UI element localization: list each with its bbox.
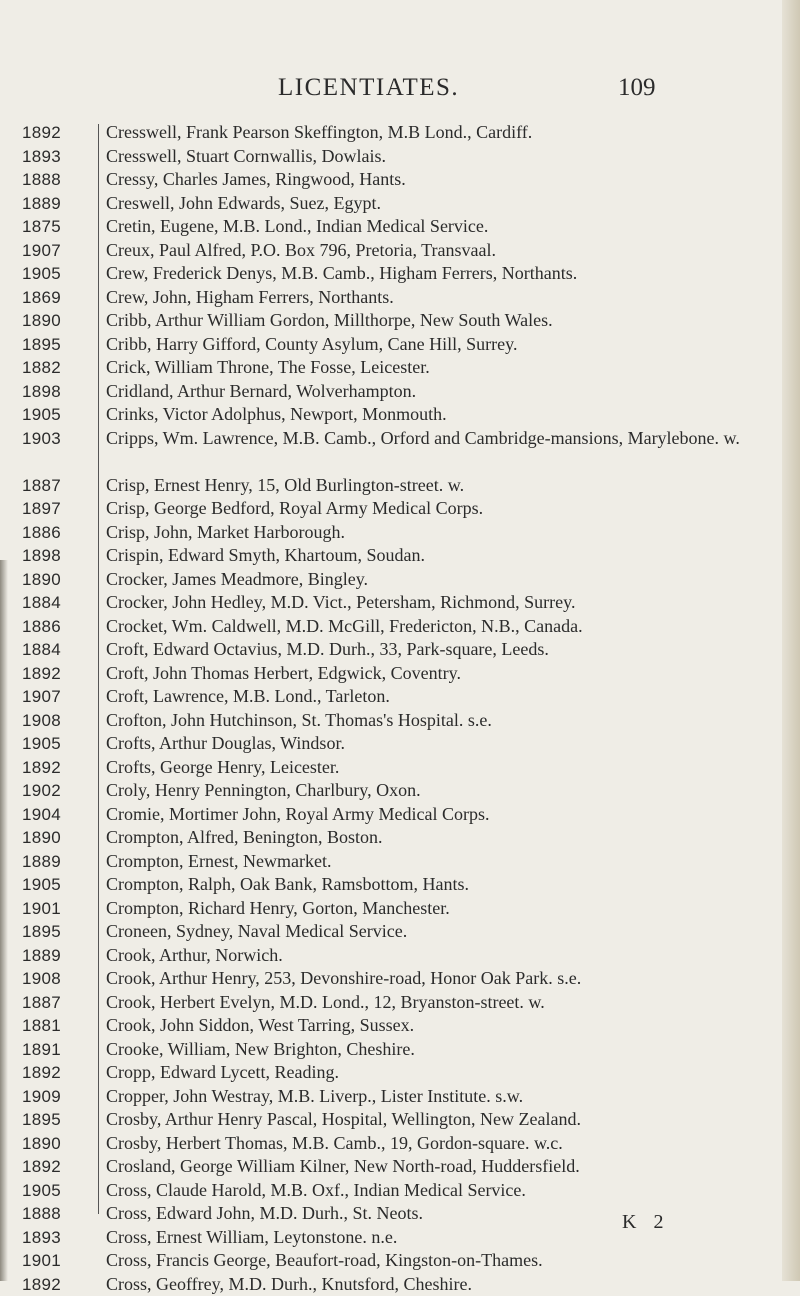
entry-year: 1909 <box>22 1085 61 1109</box>
entry-text: Cross, Geoffrey, M.D. Durh., Knutsford, Cheshire. <box>106 1273 796 1296</box>
list-item <box>0 474 800 498</box>
entry-year: 1890 <box>22 309 61 333</box>
entry-text: Crompton, Alfred, Benington, Boston. <box>106 826 796 850</box>
list-item <box>0 309 800 333</box>
list-item <box>0 380 800 404</box>
entry-year: 1908 <box>22 709 61 733</box>
list-item <box>0 403 800 427</box>
entry-text: Crew, Frederick Denys, M.B. Camb., Higham Ferrers, Northants. <box>106 262 796 286</box>
list-item <box>0 1038 800 1062</box>
list-item <box>0 920 800 944</box>
entry-text: Crofts, George Henry, Leicester. <box>106 756 796 780</box>
list-item <box>0 356 800 380</box>
entry-year: 1905 <box>22 873 61 897</box>
entry-text: Croneen, Sydney, Naval Medical Service. <box>106 920 796 944</box>
list-item <box>0 732 800 756</box>
entry-year: 1901 <box>22 897 61 921</box>
entry-text: Crosby, Herbert Thomas, M.B. Camb., 19, Gordon-square. w.c. <box>106 1132 796 1156</box>
entry-text: Creux, Paul Alfred, P.O. Box 796, Pretoria, Transvaal. <box>106 239 796 263</box>
entry-year: 1905 <box>22 732 61 756</box>
entry-year: 1908 <box>22 967 61 991</box>
list-item <box>0 1179 800 1203</box>
entry-year: 1905 <box>22 262 61 286</box>
list-item <box>0 897 800 921</box>
entry-text: Crocket, Wm. Caldwell, M.D. McGill, Fredericton, N.B., Canada. <box>106 615 796 639</box>
entry-year: 1905 <box>22 1179 61 1203</box>
entry-text: Crook, Arthur Henry, 253, Devonshire-road, Honor Oak Park. s.e. <box>106 967 796 991</box>
entry-year: 1895 <box>22 1108 61 1132</box>
entry-text: Crosland, George William Kilner, New North-road, Huddersfield. <box>106 1155 796 1179</box>
list-item <box>0 1155 800 1179</box>
entry-text: Cropp, Edward Lycett, Reading. <box>106 1061 796 1085</box>
list-item <box>0 192 800 216</box>
entry-year: 1903 <box>22 427 61 451</box>
entry-year: 1892 <box>22 662 61 686</box>
signature-mark: K 2 <box>622 1211 669 1234</box>
entry-year: 1875 <box>22 215 61 239</box>
entry-year: 1884 <box>22 591 61 615</box>
list-item <box>0 756 800 780</box>
entry-text: Crocker, John Hedley, M.D. Vict., Petersham, Richmond, Surrey. <box>106 591 796 615</box>
entry-text: Crocker, James Meadmore, Bingley. <box>106 568 796 592</box>
entry-year: 1907 <box>22 239 61 263</box>
entry-year: 1889 <box>22 944 61 968</box>
entry-text: Crompton, Ralph, Oak Bank, Ramsbottom, Hants. <box>106 873 796 897</box>
entry-text: Crook, Arthur, Norwich. <box>106 944 796 968</box>
list-item <box>0 873 800 897</box>
entry-year: 1892 <box>22 1155 61 1179</box>
list-item <box>0 427 800 474</box>
entry-year: 1892 <box>22 1273 61 1296</box>
list-item <box>0 145 800 169</box>
entry-year: 1884 <box>22 638 61 662</box>
entry-text: Creswell, John Edwards, Suez, Egypt. <box>106 192 796 216</box>
list-item <box>0 121 800 145</box>
entry-year: 1893 <box>22 145 61 169</box>
list-item <box>0 1061 800 1085</box>
entry-year: 1898 <box>22 380 61 404</box>
entry-text: Crooke, William, New Brighton, Cheshire. <box>106 1038 796 1062</box>
list-item <box>0 286 800 310</box>
entry-text: Crisp, John, Market Harborough. <box>106 521 796 545</box>
list-item <box>0 591 800 615</box>
entry-text: Cribb, Arthur William Gordon, Millthorpe, New South Wales. <box>106 309 796 333</box>
entry-text: Cretin, Eugene, M.B. Lond., Indian Medical Service. <box>106 215 796 239</box>
entry-year: 1891 <box>22 1038 61 1062</box>
page-header <box>0 74 800 108</box>
list-item <box>0 521 800 545</box>
entry-text: Crook, Herbert Evelyn, M.D. Lond., 12, Bryanston-street. w. <box>106 991 796 1015</box>
entry-text: Croly, Henry Pennington, Charlbury, Oxon. <box>106 779 796 803</box>
list-item <box>0 497 800 521</box>
entry-year: 1893 <box>22 1226 61 1250</box>
entry-text: Crofts, Arthur Douglas, Windsor. <box>106 732 796 756</box>
entry-text: Crofton, John Hutchinson, St. Thomas's Hospital. s.e. <box>106 709 796 733</box>
entry-year: 1869 <box>22 286 61 310</box>
list-item <box>0 1108 800 1132</box>
entry-text: Cross, Ernest William, Leytonstone. n.e. <box>106 1226 796 1250</box>
entry-year: 1889 <box>22 192 61 216</box>
entry-year: 1882 <box>22 356 61 380</box>
list-item <box>0 967 800 991</box>
entry-text: Cressy, Charles James, Ringwood, Hants. <box>106 168 796 192</box>
entry-year: 1881 <box>22 1014 61 1038</box>
entry-text: Cross, Edward John, M.D. Durh., St. Neots. <box>106 1202 796 1226</box>
page-number: 109 <box>618 74 656 102</box>
entry-text: Crook, John Siddon, West Tarring, Sussex. <box>106 1014 796 1038</box>
entry-text: Cridland, Arthur Bernard, Wolverhampton. <box>106 380 796 404</box>
entry-text: Croft, John Thomas Herbert, Edgwick, Coventry. <box>106 662 796 686</box>
list-item <box>0 662 800 686</box>
list-item <box>0 215 800 239</box>
list-item <box>0 803 800 827</box>
list-item <box>0 168 800 192</box>
page-title: LICENTIATES. <box>278 74 459 102</box>
entry-year: 1892 <box>22 1061 61 1085</box>
entry-year: 1895 <box>22 333 61 357</box>
entry-text: Crispin, Edward Smyth, Khartoum, Soudan. <box>106 544 796 568</box>
entry-text: Cresswell, Stuart Cornwallis, Dowlais. <box>106 145 796 169</box>
entry-year: 1886 <box>22 521 61 545</box>
entry-text: Crosby, Arthur Henry Pascal, Hospital, Wellington, New Zealand. <box>106 1108 796 1132</box>
list-item <box>0 1273 800 1296</box>
list-item <box>0 1249 800 1273</box>
list-item <box>0 615 800 639</box>
list-item <box>0 826 800 850</box>
entry-year: 1888 <box>22 1202 61 1226</box>
entry-year: 1897 <box>22 497 61 521</box>
entry-text: Cropper, John Westray, M.B. Liverp., Lister Institute. s.w. <box>106 1085 796 1109</box>
list-item <box>0 1132 800 1156</box>
list-item <box>0 779 800 803</box>
entry-text: Crompton, Ernest, Newmarket. <box>106 850 796 874</box>
entry-year: 1886 <box>22 615 61 639</box>
entry-text: Cross, Claude Harold, M.B. Oxf., Indian Medical Service. <box>106 1179 796 1203</box>
list-item <box>0 685 800 709</box>
entry-text: Croft, Edward Octavius, M.D. Durh., 33, Park-square, Leeds. <box>106 638 796 662</box>
entry-year: 1901 <box>22 1249 61 1273</box>
entry-year: 1887 <box>22 474 61 498</box>
entry-year: 1895 <box>22 920 61 944</box>
entry-year: 1888 <box>22 168 61 192</box>
entry-year: 1889 <box>22 850 61 874</box>
entry-text: Cresswell, Frank Pearson Skeffington, M.B Lond., Cardiff. <box>106 121 796 145</box>
entry-year: 1890 <box>22 1132 61 1156</box>
entry-text: Cromie, Mortimer John, Royal Army Medical Corps. <box>106 803 796 827</box>
list-item <box>0 1014 800 1038</box>
list-item <box>0 333 800 357</box>
entry-text: Crisp, George Bedford, Royal Army Medical Corps. <box>106 497 796 521</box>
entry-year: 1892 <box>22 121 61 145</box>
list-item <box>0 1202 800 1226</box>
list-item <box>0 262 800 286</box>
entry-text: Crinks, Victor Adolphus, Newport, Monmouth. <box>106 403 796 427</box>
list-item <box>0 1226 800 1250</box>
list-item <box>0 544 800 568</box>
entry-year: 1887 <box>22 991 61 1015</box>
list-item <box>0 568 800 592</box>
licentiate-list <box>0 121 800 1296</box>
list-item <box>0 1085 800 1109</box>
entry-text: Cribb, Harry Gifford, County Asylum, Cane Hill, Surrey. <box>106 333 796 357</box>
entry-year: 1890 <box>22 826 61 850</box>
entry-year: 1890 <box>22 568 61 592</box>
list-item <box>0 850 800 874</box>
entry-text: Crew, John, Higham Ferrers, Northants. <box>106 286 796 310</box>
list-item <box>0 944 800 968</box>
list-item <box>0 991 800 1015</box>
entry-text: Crompton, Richard Henry, Gorton, Manchester. <box>106 897 796 921</box>
entry-text: Croft, Lawrence, M.B. Lond., Tarleton. <box>106 685 796 709</box>
list-item <box>0 638 800 662</box>
entry-year: 1892 <box>22 756 61 780</box>
entry-year: 1907 <box>22 685 61 709</box>
entry-text: Cross, Francis George, Beaufort-road, Kingston-on-Thames. <box>106 1249 796 1273</box>
list-item <box>0 239 800 263</box>
entry-text: Crisp, Ernest Henry, 15, Old Burlington-street. w. <box>106 474 796 498</box>
entry-year: 1898 <box>22 544 61 568</box>
list-item <box>0 709 800 733</box>
entry-year: 1905 <box>22 403 61 427</box>
entry-text: Cripps, Wm. Lawrence, M.B. Camb., Orford and Cambridge-mansions, Marylebone. w. <box>106 427 796 451</box>
entry-text: Crick, William Throne, The Fosse, Leicester. <box>106 356 796 380</box>
entry-year: 1904 <box>22 803 61 827</box>
entry-year: 1902 <box>22 779 61 803</box>
